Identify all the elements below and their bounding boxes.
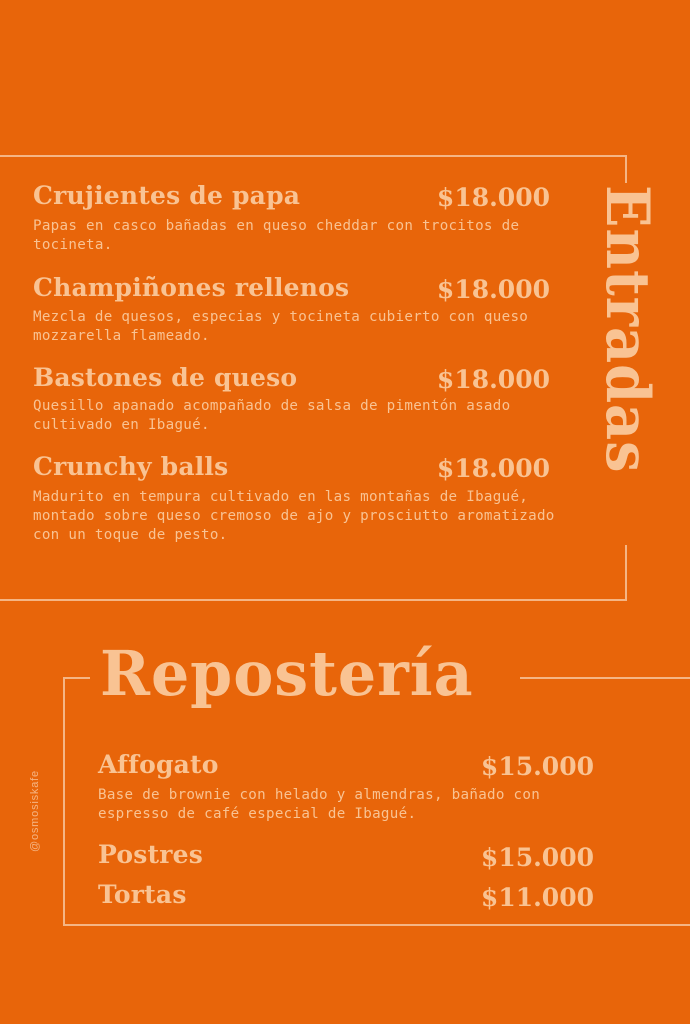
reposteria-frame-top-right xyxy=(520,677,690,679)
item-name: Champiñones rellenos xyxy=(33,273,350,302)
item-description: Madurito en tempura cultivado en las montañas de Ibagué, montado sobre queso cremoso de ajo y prosciutto aromatizado con un toque de pesto. xyxy=(33,489,555,543)
reposteria-frame-bottom xyxy=(63,924,690,926)
item-name: Crunchy balls xyxy=(33,452,229,481)
entradas-frame-bottom xyxy=(0,599,627,601)
reposteria-frame-top-left xyxy=(63,677,90,679)
item-name: Postres xyxy=(98,840,203,869)
item-price: $18.000 xyxy=(436,454,550,483)
reposteria-frame-left xyxy=(63,677,65,925)
item-description: Mezcla de quesos, especias y tocineta cubierto con queso mozzarella flameado. xyxy=(33,309,529,344)
item-name: Tortas xyxy=(98,880,187,909)
entradas-frame-top xyxy=(0,155,627,157)
entradas-frame-right-upper xyxy=(625,155,627,183)
item-price: $18.000 xyxy=(436,365,550,394)
item-price: $15.000 xyxy=(480,843,594,872)
reposteria-title: Repostería xyxy=(100,637,474,710)
item-description: Papas en casco bañadas en queso cheddar con trocitos de tocineta. xyxy=(33,218,520,253)
item-name: Affogato xyxy=(98,750,219,779)
item-price: $15.000 xyxy=(480,752,594,781)
item-name: Bastones de queso xyxy=(33,363,298,392)
item-description: Base de brownie con helado y almendras, bañado con espresso de café especial de Ibagué. xyxy=(98,787,541,822)
item-description: Quesillo apanado acompañado de salsa de pimentón asado cultivado en Ibagué. xyxy=(33,398,511,433)
item-price: $11.000 xyxy=(480,883,594,912)
social-handle: @osmosiskafe xyxy=(29,770,41,852)
item-price: $18.000 xyxy=(436,183,550,212)
entradas-title: Entradas xyxy=(592,185,662,474)
item-price: $18.000 xyxy=(436,275,550,304)
entradas-frame-right-lower xyxy=(625,545,627,600)
item-name: Crujientes de papa xyxy=(33,181,301,210)
